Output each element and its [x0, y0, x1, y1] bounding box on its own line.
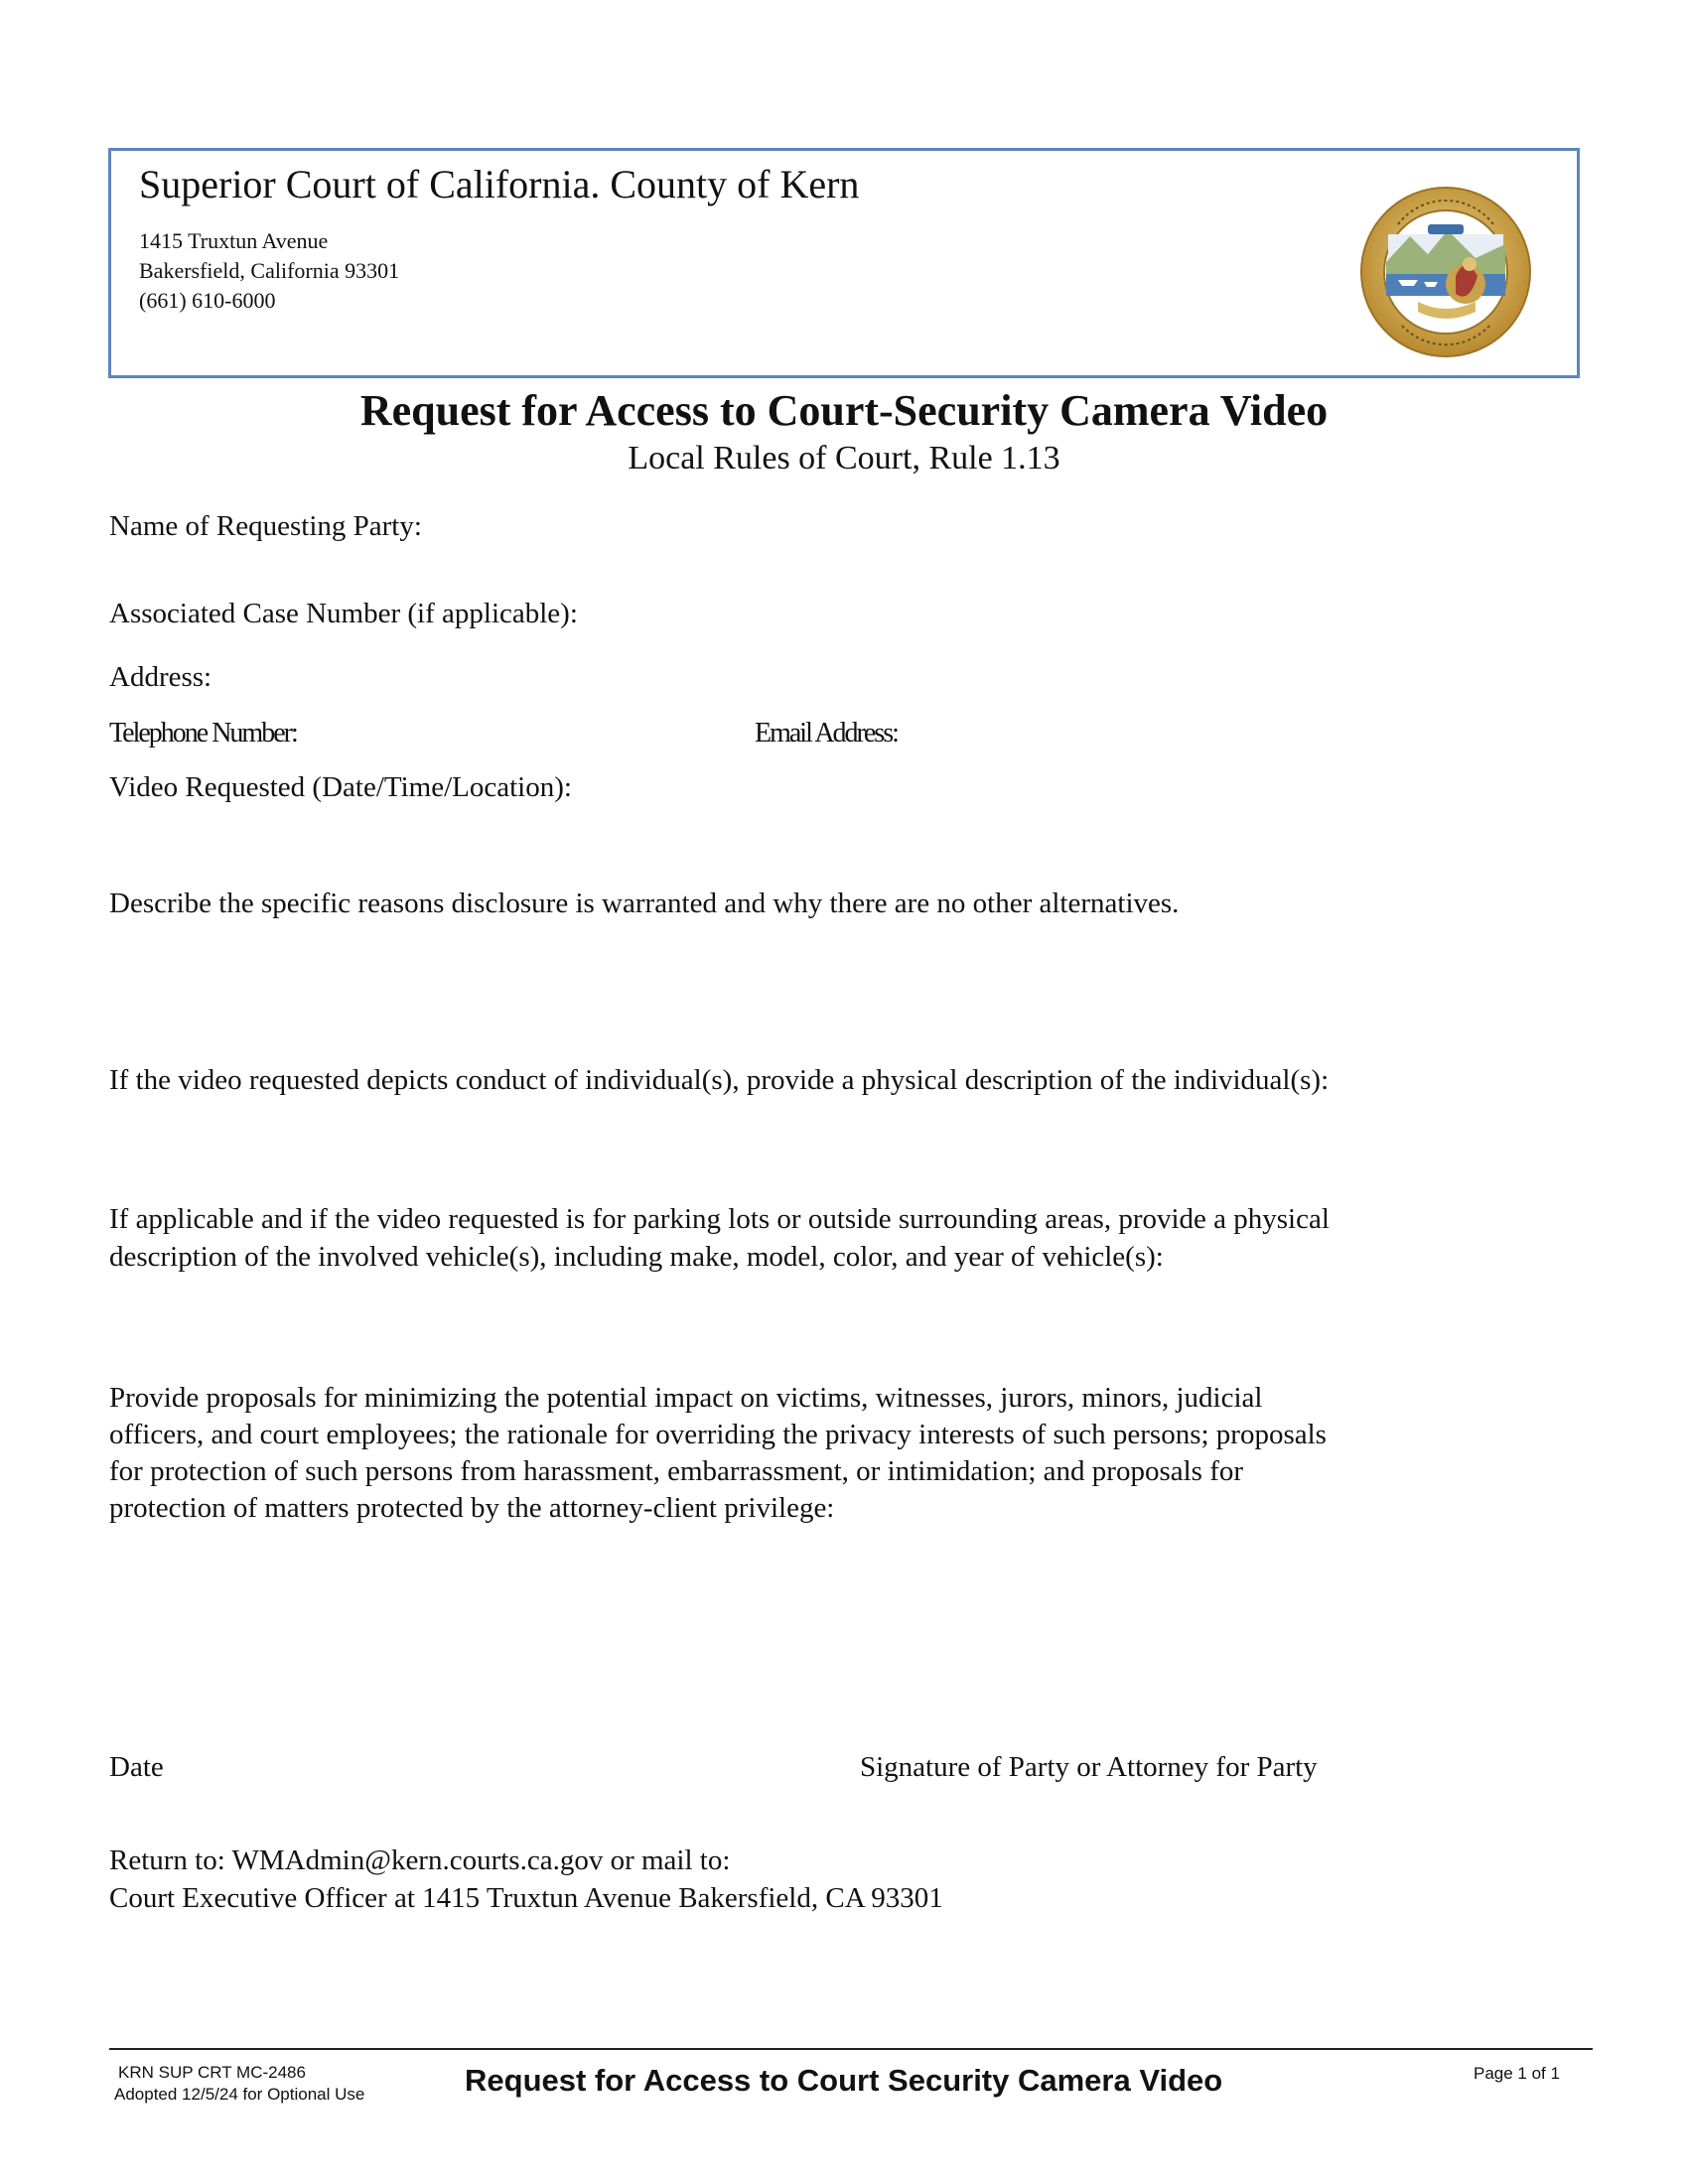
return-to-line1: Return to: WMAdmin@kern.courts.ca.gov or mail to:: [109, 1844, 731, 1876]
individuals-prompt: If the video requested depicts conduct of individual(s), provide a physical description of the individual(s):: [109, 1064, 1330, 1096]
court-address-line1: 1415 Truxtun Avenue: [139, 228, 329, 253]
court-address-line2: Bakersfield, California 93301: [139, 258, 400, 283]
case-number-label: Associated Case Number (if applicable):: [109, 598, 578, 629]
footer-adopted: Adopted 12/5/24 for Optional Use: [114, 2085, 365, 2104]
vehicles-prompt-line2: description of the involved vehicle(s), including make, model, color, and year of vehicle(s):: [109, 1241, 1164, 1273]
signature-label: Signature of Party or Attorney for Party: [860, 1751, 1318, 1783]
footer-divider: [109, 2048, 1593, 2050]
court-seal-logo: [1358, 185, 1533, 359]
telephone-label: Telephone Number:: [109, 718, 297, 749]
court-name: Superior Court of California. County of Kern: [139, 162, 860, 206]
vehicles-prompt-line1: If applicable and if the video requested is for parking lots or outside surrounding areas, provide a physical: [109, 1203, 1330, 1235]
video-requested-label: Video Requested (Date/Time/Location):: [109, 771, 572, 803]
footer-form-number: KRN SUP CRT MC-2486: [118, 2063, 306, 2082]
reasons-prompt: Describe the specific reasons disclosure is warranted and why there are no other alternatives.: [109, 887, 1180, 919]
requesting-party-label: Name of Requesting Party:: [109, 510, 422, 542]
return-to-line2: Court Executive Officer at 1415 Truxtun Avenue Bakersfield, CA 93301: [109, 1882, 943, 1914]
proposals-prompt-line2: officers, and court employees; the rationale for overriding the privacy interests of such persons; proposals: [109, 1419, 1327, 1450]
email-label: Email Address:: [755, 718, 898, 749]
footer-title: Request for Access to Court Security Camera Video: [465, 2063, 1223, 2098]
footer-page-number: Page 1 of 1: [1474, 2064, 1560, 2083]
court-phone: (661) 610-6000: [139, 288, 276, 313]
form-subtitle: Local Rules of Court, Rule 1.13: [628, 440, 1060, 477]
form-title: Request for Access to Court-Security Camera Video: [359, 386, 1329, 435]
proposals-prompt-line1: Provide proposals for minimizing the potential impact on victims, witnesses, jurors, minors, judicial: [109, 1382, 1263, 1414]
proposals-prompt-line4: protection of matters protected by the attorney-client privilege:: [109, 1492, 835, 1524]
proposals-prompt-line3: for protection of such persons from harassment, embarrassment, or intimidation; and proposals for: [109, 1455, 1244, 1487]
date-label: Date: [109, 1751, 164, 1783]
address-label: Address:: [109, 661, 212, 693]
